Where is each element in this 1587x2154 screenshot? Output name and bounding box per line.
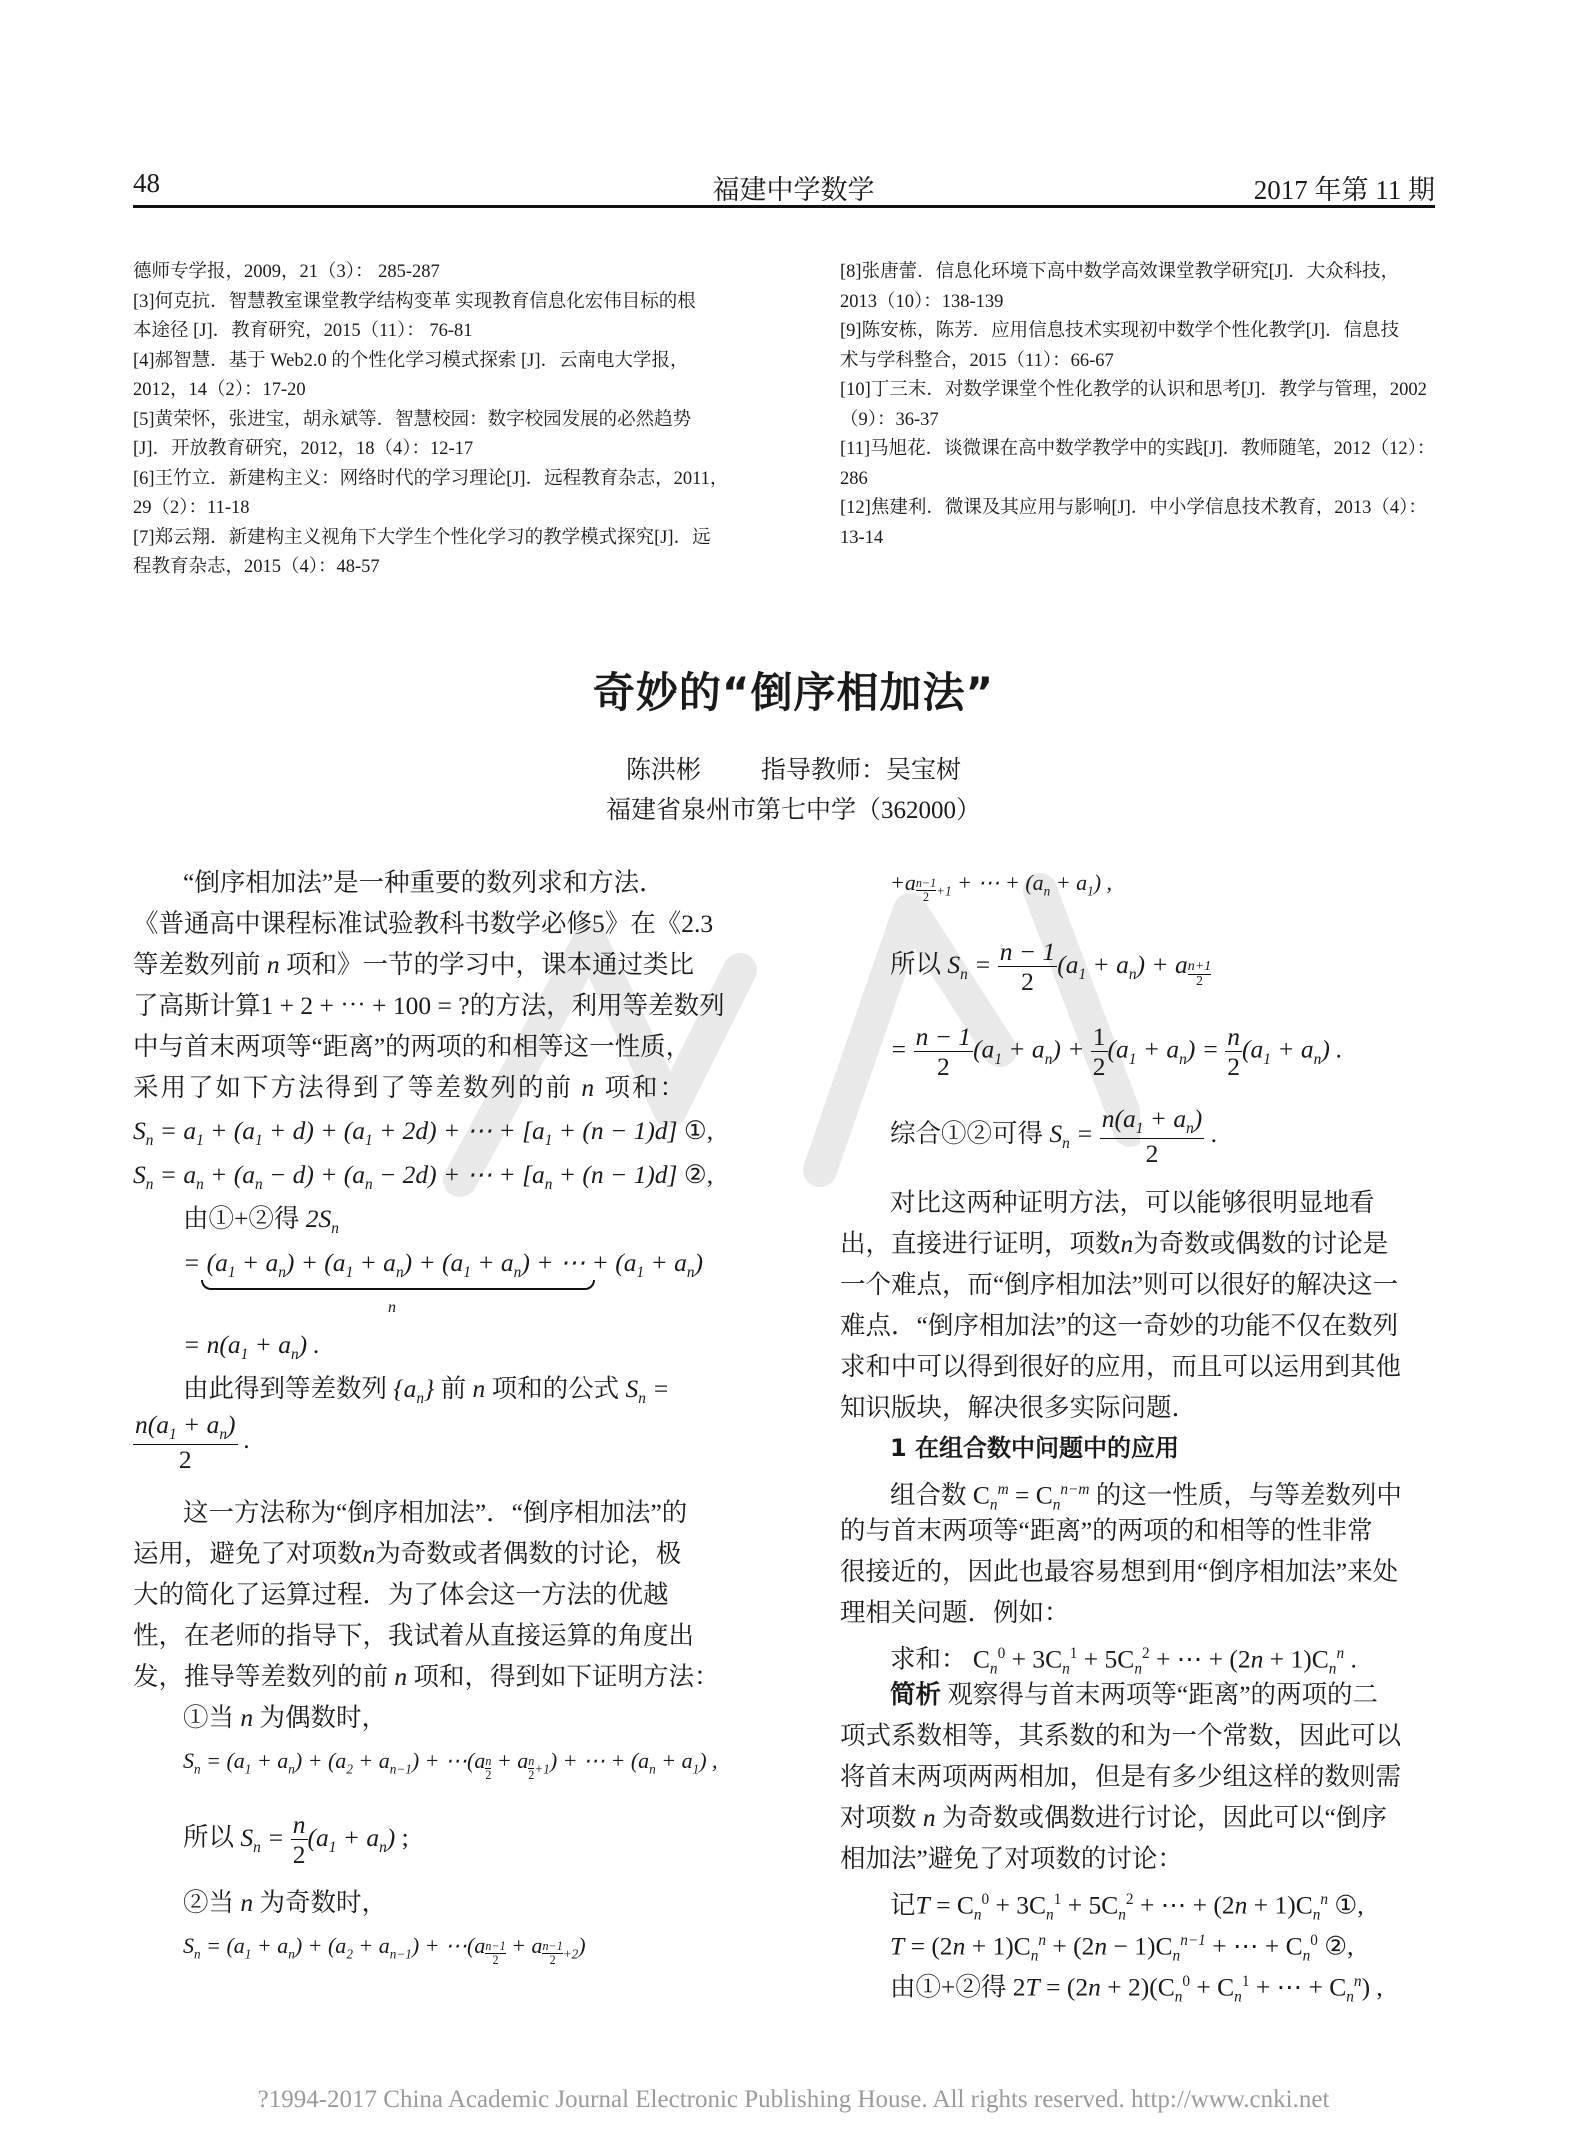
paragraph-line: 大的简化了运算过程．为了体会这一方法的优越	[133, 1580, 669, 1609]
article-title: 奇妙的“倒序相加法”	[592, 668, 995, 717]
paragraph-line: 运用，避免了对项数n为奇数或者偶数的讨论，极	[133, 1539, 682, 1568]
reference-line: [12]焦建利．微课及其应用与影响[J]．中小学信息技术教育，2013（4）：	[840, 498, 1427, 518]
paragraph-line: 这一方法称为“倒序相加法”．“倒序相加法”的	[183, 1498, 688, 1527]
issue-label: 2017 年第 11 期	[1253, 175, 1435, 205]
paragraph-line: 一个难点，而“倒序相加法”则可以很好的解决这一	[840, 1270, 1399, 1299]
reference-line: [3]何克抗．智慧教室课堂教学结构变革 实现教育信息化宏伟目标的根	[133, 291, 696, 312]
affiliation: 福建省泉州市第七中学（362000）	[605, 797, 981, 824]
paragraph-line: 《普通高中课程标准试验教科书数学必修5》在《2.3	[133, 909, 714, 938]
paragraph-line: 相加法”避免了对项数的讨论：	[840, 1844, 1183, 1873]
journal-name: 福建中学数学	[712, 175, 875, 205]
equation-2T: 由①+②得 $2T = (2n + 2)(C_n^0 + C_n^1$ + ⋯ + $C_n^n$) ,	[890, 1972, 1383, 2006]
author-name: 陈洪彬	[625, 757, 701, 784]
paragraph-line: 简析 观察得与首末两项等“距离”的两项的二	[890, 1680, 1379, 1710]
reference-line: [7]郑云翔．新建构主义视角下大学生个性化学习的教学模式探究[J]．远	[133, 527, 711, 548]
paragraph-line: 难点．“倒序相加法”的这一奇妙的功能不仅在数列	[840, 1311, 1399, 1340]
reference-line: 29（2）：11-18	[133, 498, 250, 518]
author-line	[0, 750, 1587, 786]
paragraph-line: 性，在老师的指导下，我试着从直接运算的角度出	[133, 1621, 695, 1650]
section-heading: 1 在组合数中问题中的应用	[890, 1434, 1180, 1462]
formula-fraction: $\frac{n(a_1 + a_n)}{2}$ .	[135, 1410, 251, 1474]
equation-even: $S_n = (a_1 + a_n) + (a_2 + a_{n-1})$ + ⋯(a $\frac{n}{2}$ + a $\frac{n}{2}$ $_{+1}$) + ⋯ + $(a_n + a_1)$ ,	[183, 1748, 718, 1782]
reference-line: 程教育杂志，2015（4）：48-57	[133, 557, 380, 577]
references-right	[840, 258, 1465, 553]
equation-step: 由①+②得 $2S_n$	[183, 1204, 339, 1238]
references-left	[133, 258, 758, 583]
page-number: 48	[133, 168, 160, 198]
paragraph-line: 项式系数相等，其系数的和为一个常数，因此可以	[840, 1721, 1402, 1750]
equation-sum: = $(a_1 + a_n) + (a_1 + a_n) + (a_1 + a_n)$ + ⋯ + $(a_1 + a_n)$	[183, 1248, 704, 1282]
paragraph-line: 将首末两项两两相加，但是有多少组这样的数则需	[840, 1762, 1402, 1791]
paragraph-line: 对比这两种证明方法，可以能够很明显地看	[890, 1188, 1375, 1217]
advisor-name: 指导教师：吴宝树	[761, 757, 962, 784]
underbrace	[201, 1280, 595, 1290]
equation-T1: 记$T = C_n^0 + 3C_n^1 + 5C_n^2$ + ⋯ + $(2n + 1)C_n^n$ ①,	[890, 1890, 1364, 1924]
equation-odd-simplify: = $\frac{n - 1}{2}$ $(a_1 + a_n)$ + $\frac{1}{2}$ $(a_1 + a_n)$ = $\frac{n}{2}$ $(a_1 + a_n)$ .	[890, 1022, 1343, 1082]
reference-line: [5]黄荣怀，张进宝，胡永斌等．智慧校园：数字校园发展的必然趋势	[133, 409, 692, 430]
case-even: ①当 n 为偶数时，	[183, 1703, 388, 1732]
paragraph-line: 很接近的，因此也最容易想到用“倒序相加法”来处	[840, 1557, 1399, 1586]
reference-line: 本途径 [J]．教育研究，2015（11）： 76-81	[133, 321, 473, 341]
reference-line: [9]陈安栋，陈芳．应用信息技术实现初中数学个性化教学[J]．信息技	[840, 321, 1400, 341]
paragraph-line: 组合数 $C_n^m = C_n^{n-m}$ 的这一性质，与等差数列中	[890, 1480, 1402, 1514]
paragraph-line: 理相关问题．例如：	[840, 1598, 1070, 1627]
reference-line: 286	[840, 468, 868, 489]
reference-line: 13-14	[840, 527, 884, 548]
paragraph-line: 发，推导等差数列的前 n 项和，得到如下证明方法：	[133, 1662, 720, 1691]
paragraph-line: “倒序相加法”是一种重要的数列求和方法．	[183, 868, 665, 897]
left-column	[133, 862, 753, 2062]
combined-result: 综合①②可得 $S_n$ = $\frac{n(a_1 + a_n)}{2}$ .	[890, 1104, 1218, 1168]
right-column	[840, 862, 1460, 2062]
paragraph-line: 知识版块，解决很多实际问题．	[840, 1393, 1198, 1422]
equation-odd: $S_n = (a_1 + a_n) + (a_2 + a_{n-1})$ + ⋯(a $\frac{n-1}{2}$ + a $\frac{n-1}{2}$ $_{+2}$)	[183, 1933, 586, 1967]
reference-line: （9）：36-37	[840, 409, 939, 430]
header-rule	[133, 205, 1435, 208]
paragraph-line: 等差数列前 n 项和》一节的学习中，课本通过类比	[133, 950, 695, 979]
paragraph-line: 了高斯计算1 + 2 + ⋯ + 100 = ?的方法，利用等差数列	[133, 991, 725, 1020]
paragraph-line: 中与首末两项等“距离”的两项的和相等这一性质，	[133, 1032, 692, 1061]
paragraph-line: 由此得到等差数列 $\{a_n\}$ 前 n 项和的公式 $S_n$ =	[183, 1374, 670, 1408]
case-odd: ②当 n 为奇数时，	[183, 1888, 388, 1917]
equation-T2: $T = (2n + 1)C_n^n + (2n - 1)C_n^{n-1}$ + ⋯ + $C_n^0$ ②,	[890, 1931, 1354, 1965]
paragraph-line: 出，直接进行证明，项数n为奇数或偶数的讨论是	[840, 1229, 1389, 1258]
equation-result: = $n(a_1 + a_n)$ .	[183, 1330, 320, 1364]
equation-even-result: 所以 $S_n$ = $\frac{n}{2}$ $(a_1 + a_n)$ ;	[183, 1810, 409, 1870]
paragraph-line: 对项数 n 为奇数或偶数进行讨论，因此可以“倒序	[840, 1803, 1387, 1832]
reference-line: [4]郝智慧．基于 Web2.0 的个性化学习模式探索 [J]．云南电大学报，	[133, 350, 689, 371]
reference-line: [11]马旭花．谈微课在高中数学教学中的实践[J]．教师随笔，2012（12）：	[840, 439, 1436, 459]
reference-line: 德师专学报，2009，21（3）： 285-287	[133, 262, 440, 282]
copyright-footer: ?1994-2017 China Academic Journal Electronic Publishing House. All rights reserved. http://www.cnki.net	[257, 2086, 1330, 2113]
equation-odd-result: 所以 $S_n$ = $\frac{n - 1}{2}$ $(a_1 + a_n) + a$ $\frac{n+1}{2}$	[890, 937, 1212, 997]
reference-line: 术与学科整合，2015（11）：66-67	[840, 350, 1114, 371]
paragraph-line: 的与首末两项等“距离”的两项的和相等的性非常	[840, 1516, 1373, 1545]
equation-odd-cont: +a $\frac{n-1}{2}$ $_{+1}$ + ⋯ + $(a_n + a_1)$ ,	[890, 870, 1113, 904]
paragraph-line: 求和中可以得到很好的应用，而且可以运用到其他	[840, 1352, 1402, 1381]
reference-line: [8]张唐蕾．信息化环境下高中数学高效课堂教学研究[J]．大众科技，	[840, 262, 1400, 282]
equation-1: $S_n = a_1 + (a_1 + d) + (a_1 + 2d)$ + ⋯ + $[a_1 + (n - 1)d]$ ①,	[133, 1116, 714, 1150]
reference-line: [6]王竹立．新建构主义：网络时代的学习理论[J]．远程教育杂志，2011，	[133, 468, 729, 489]
equation-2: $S_n = a_n + (a_n - d) + (a_n - 2d)$ + ⋯ + $[a_n + (n - 1)d]$ ②,	[133, 1160, 714, 1194]
reference-line: 2013（10）：138-139	[840, 291, 1004, 312]
paragraph-line: 采用了如下方法得到了等差数列的前 n 项和：	[133, 1073, 688, 1102]
example-sum: 求和： $C_n^0 + 3C_n^1 + 5C_n^2$ + ⋯ + $(2n + 1)C_n^n$ .	[890, 1644, 1357, 1678]
reference-line: 2012，14（2）：17-20	[133, 380, 306, 400]
reference-line: [J]．开放教育研究，2012，18（4）：12-17	[133, 439, 474, 459]
underbrace-label: n	[388, 1299, 396, 1316]
reference-line: [10]丁三末．对数学课堂个性化教学的认识和思考[J]．教学与管理，2002	[840, 380, 1427, 400]
